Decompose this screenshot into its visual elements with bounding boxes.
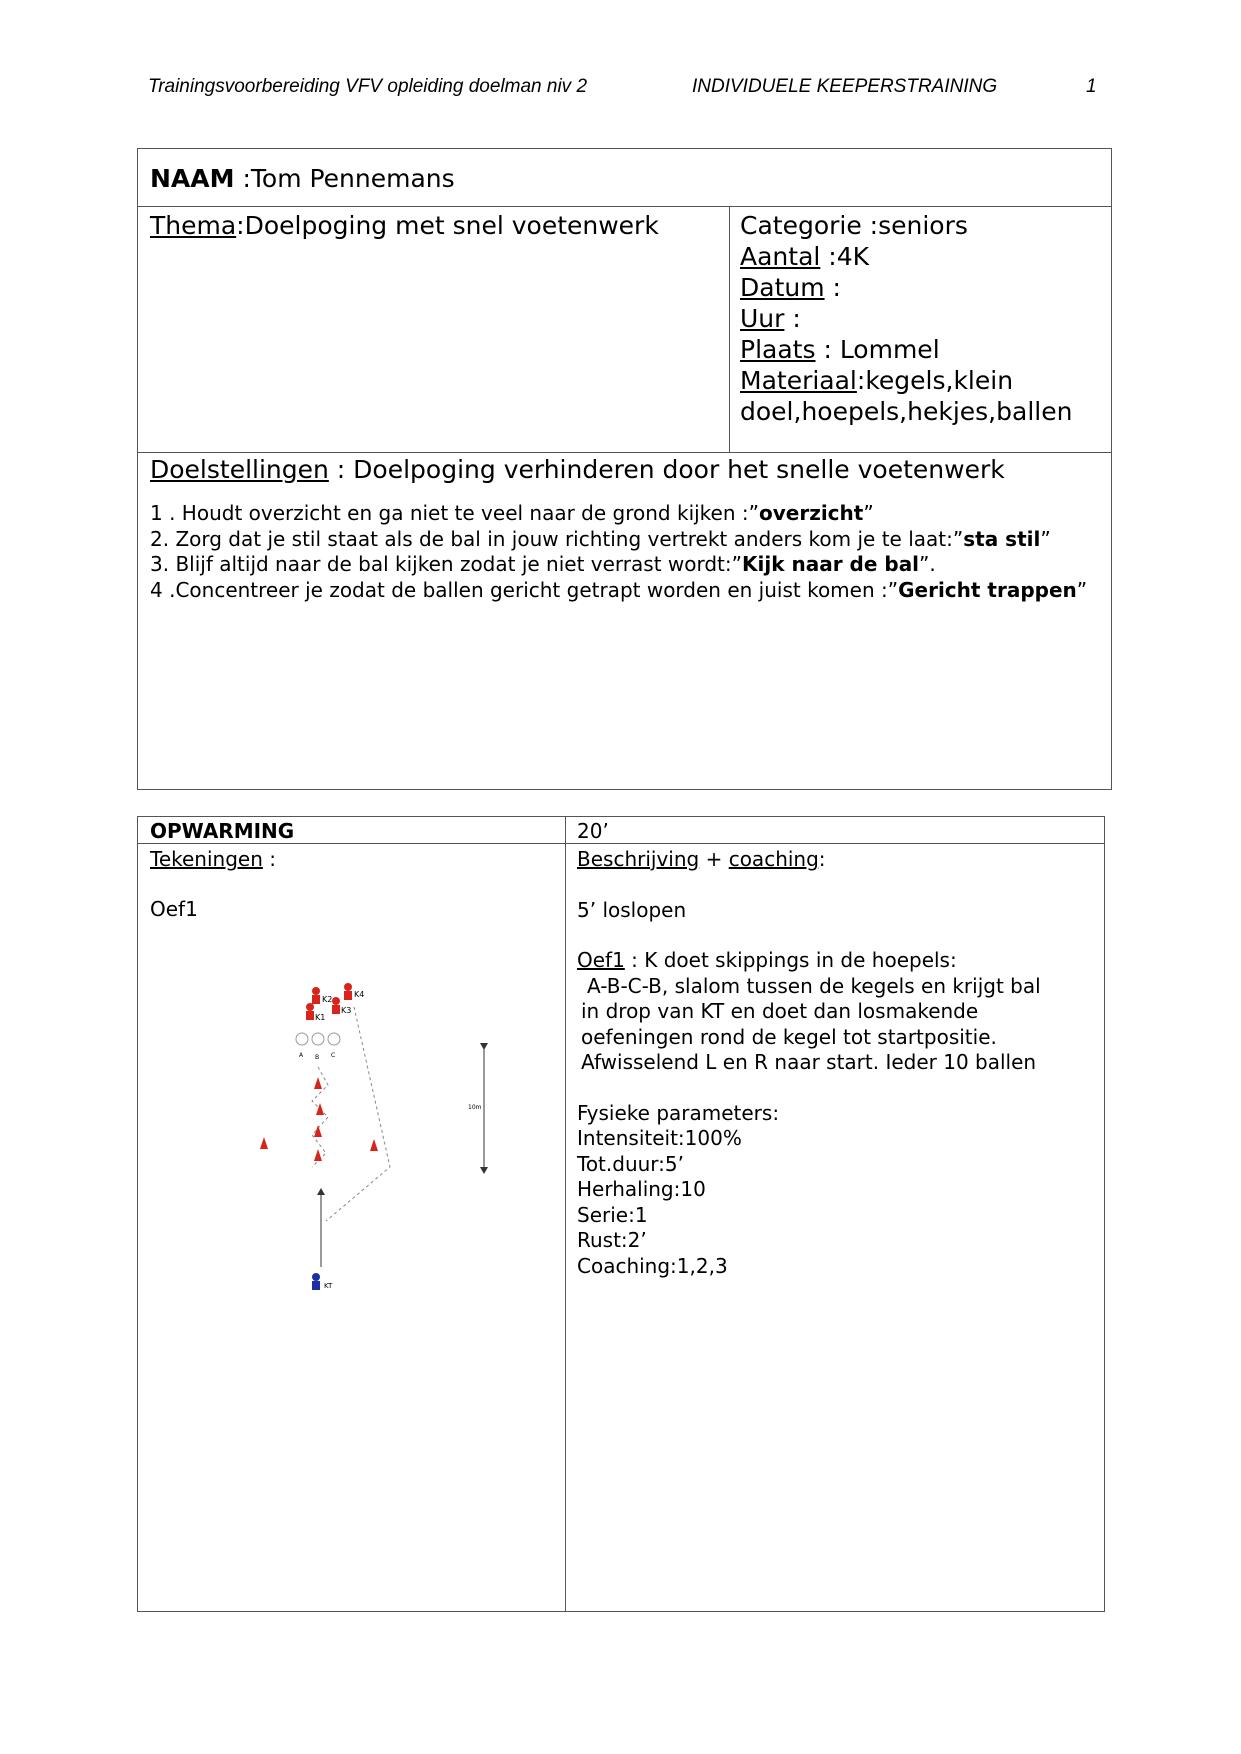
cone-icon: [316, 1103, 324, 1115]
param-line: Herhaling:10: [577, 1177, 706, 1201]
running-header: [148, 76, 1098, 102]
thema-label: Thema: [150, 211, 237, 240]
run-path: [326, 1007, 390, 1221]
aantal-value: :4K: [828, 242, 870, 271]
materiaal-line: [740, 365, 1100, 427]
label-b: B: [315, 1054, 320, 1061]
doelstellingen-section: [150, 454, 1100, 603]
slalom-path: [312, 1067, 328, 1167]
categorie-line: Categorie :seniors: [740, 211, 968, 240]
label-a: A: [299, 1052, 304, 1059]
player-k4-icon: [344, 983, 352, 1000]
param-line: Tot.duur:5’: [577, 1151, 684, 1176]
category-cell: [740, 210, 1100, 427]
label-c: C: [331, 1052, 336, 1059]
opwarming-title: OPWARMING: [150, 819, 295, 843]
description-column: [577, 847, 1097, 1279]
label-k2: K2: [322, 995, 333, 1004]
coaching-label: coaching: [728, 847, 819, 871]
materiaal-label: Materiaal: [740, 366, 857, 395]
datum-label: Datum: [740, 273, 825, 302]
doel-item: [150, 578, 1100, 604]
thema-value: :Doelpoging met snel voetenwerk: [236, 211, 659, 240]
naam-label: NAAM: [150, 164, 235, 193]
doel-item: [150, 501, 1100, 527]
doel-item-end: ”: [1076, 577, 1088, 602]
label-kt: KT: [324, 1282, 333, 1290]
plaats-line: [740, 334, 1100, 365]
spacer: [577, 923, 1097, 948]
name-row: [138, 149, 1111, 207]
doel-item-end: ”: [1040, 526, 1051, 551]
hoop-a-icon: [296, 1033, 308, 1045]
doel-item-keyword: Kijk naar de bal: [742, 552, 920, 576]
player-k1-icon: [306, 1003, 314, 1020]
materiaal-value: :kegels,klein doel,hoepels,hekjes,ballen: [740, 366, 1073, 426]
column-divider: [565, 817, 566, 1611]
name-line: [150, 163, 455, 194]
param-line: Fysieke parameters:: [577, 1100, 780, 1125]
param-line: Coaching:1,2,3: [577, 1253, 728, 1278]
doel-item-keyword: sta stil: [963, 526, 1041, 551]
oef1-label: Oef1: [577, 948, 625, 972]
datum-line: [740, 272, 1100, 303]
doel-item-end: ”: [863, 501, 874, 525]
doel-item: [150, 527, 1100, 553]
uur-line: [740, 303, 1100, 334]
label-10m: 10m: [468, 1104, 482, 1111]
header-left-text: Trainingsvoorbereiding VFV opleiding doelman niv 2: [148, 76, 588, 97]
plaats-label: Plaats: [740, 335, 816, 364]
oef-label: Oef1: [150, 897, 198, 921]
param-line: Serie:1: [577, 1202, 648, 1227]
aantal-line: [740, 241, 1100, 272]
hoop-b-icon: [312, 1033, 324, 1045]
opwarming-duration: 20’: [577, 819, 609, 843]
uur-label: Uur: [740, 304, 785, 333]
cone-icon: [314, 1077, 322, 1089]
plus-sign: +: [699, 847, 729, 871]
loslopen-line: 5’ loslopen: [577, 897, 687, 922]
param-line: Rust:2’: [577, 1228, 647, 1252]
doelstellingen-list: [150, 501, 1100, 603]
doel-item-keyword: overzicht: [758, 501, 864, 525]
label-k4: K4: [354, 990, 365, 999]
datum-value: :: [824, 273, 841, 302]
oef1-line: oefeningen rond de kegel tot startpositie.: [581, 1024, 997, 1049]
spacer: [577, 873, 1097, 898]
doel-item-text: 3. Blijf altijd naar de bal kijken zodat je niet verrast wordt:”: [150, 552, 742, 576]
beschrijving-label: Beschrijving: [577, 847, 700, 871]
cone-icon: [314, 1149, 322, 1161]
description-heading: [577, 847, 1097, 873]
cone-left-icon: [260, 1137, 268, 1149]
oef1-text: : K doet skippings in de hoepels:: [624, 948, 957, 972]
doel-item-text: 4 .Concentreer je zodat de ballen gericht getrapt worden en juist komen :”: [150, 577, 899, 602]
doelstellingen-title: [150, 454, 1100, 485]
plaats-value: : Lommel: [815, 335, 940, 364]
page-number: 1: [1086, 76, 1097, 97]
spacer: [577, 1076, 1097, 1101]
exercise-diagram: [248, 977, 548, 1317]
thema-row: [138, 207, 1111, 453]
header-center-text: INDIVIDUELE KEEPERSTRAINING: [692, 76, 998, 97]
cone-right-icon: [370, 1139, 378, 1151]
oef1-line: in drop van KT en doet dan losmakende: [581, 999, 979, 1023]
oef1-heading: [577, 948, 1097, 974]
doel-item-keyword: Gericht trappen: [898, 577, 1077, 602]
doel-item-end: ”.: [919, 552, 936, 576]
oef1-line: Afwisselend L en R naar start. Ieder 10 ballen: [581, 1050, 1037, 1074]
opwarming-table: [137, 816, 1105, 1612]
naam-value: :Tom Pennemans: [242, 164, 455, 193]
aantal-label: Aantal: [740, 242, 821, 271]
spacer: [150, 872, 550, 897]
doelstellingen-label: Doelstellingen: [150, 455, 329, 484]
info-box: [137, 148, 1112, 790]
doel-item: [150, 552, 1100, 578]
doelstellingen-value: : Doelpoging verhinderen door het snelle voetenwerk: [328, 455, 1005, 484]
heading-colon: :: [818, 847, 826, 871]
player-k2-icon: [312, 987, 320, 1004]
hoop-c-icon: [328, 1033, 340, 1045]
thema-cell: [138, 207, 730, 452]
drawings-column: [150, 847, 550, 922]
tekeningen-suffix: :: [262, 847, 276, 871]
oef1-line: A-B-C-B, slalom tussen de kegels en krijgt bal: [587, 973, 1041, 998]
doel-item-text: 1 . Houdt overzicht en ga niet te veel naar de grond kijken :”: [150, 501, 759, 525]
param-line: Intensiteit:100%: [577, 1126, 742, 1150]
label-k3: K3: [341, 1006, 352, 1015]
trainer-kt-icon: [312, 1273, 320, 1290]
tekeningen-line: [150, 847, 550, 872]
tekeningen-label: Tekeningen: [150, 847, 263, 871]
thema-line: [150, 210, 659, 241]
player-k3-icon: [332, 997, 340, 1014]
label-k1: K1: [315, 1013, 326, 1022]
uur-value: :: [784, 304, 801, 333]
doel-item-text: 2. Zorg dat je stil staat als de bal in jouw richting vertrekt anders kom je te laat:”: [150, 526, 964, 551]
